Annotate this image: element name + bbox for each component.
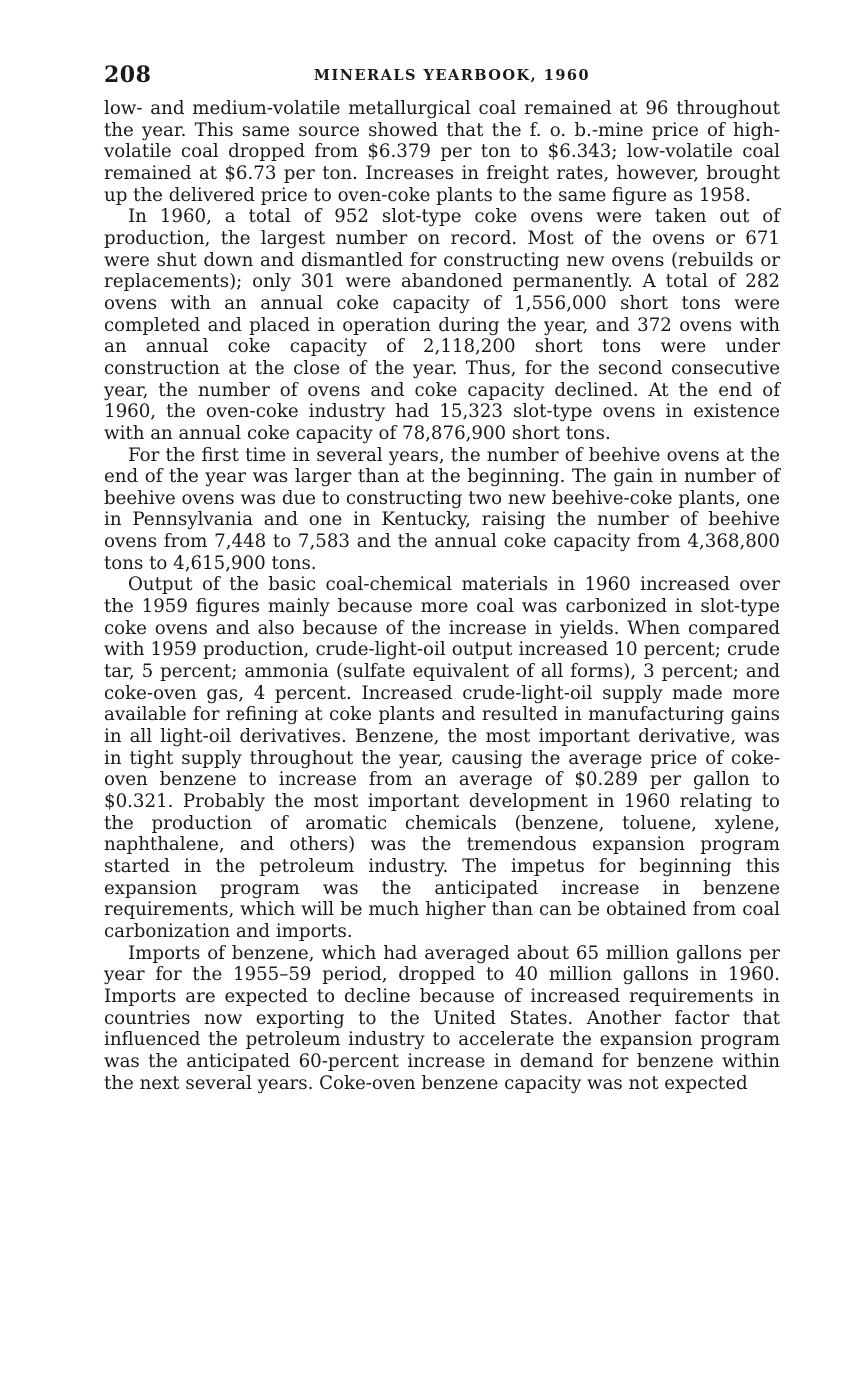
paragraph-slot-type-ovens: In 1960, a total of 952 slot-type coke ovens were taken out of production, the largest number on record. Most of the ovens or 671 were shut down and dismantled for constructing new ovens (rebuilds or replacements); only 301 were abandoned permanently. A total of 282 ovens with an annual coke capacity of 1,556,000 short tons were completed and placed in operation during the year, and 372 ovens with an annual coke capacity of 2,118,200 short tons were under construction at the close of the year. Thus, for the second consecutive year, the number of ovens and coke capacity declined. At the end of 1960, the oven-coke industry had 15,323 slot-type ovens in existence with an annual coke capacity of 78,876,900 short tons. bbox=[104, 206, 780, 444]
paragraph-continued: low- and medium-volatile metallurgical coal remained at 96 throughout the year. This same source showed that the f. o. b.-mine price of high-volatile coal dropped from $6.379 per ton to $6.343; low-volatile coal remained at $6.73 per ton. Increases in freight rates, however, brought up the delivered price to oven-coke plants to the same figure as 1958. bbox=[104, 98, 780, 206]
page-number: 208 bbox=[104, 62, 152, 88]
paragraph-beehive-ovens: For the first time in several years, the number of beehive ovens at the end of the year was larger than at the beginning. The gain in number of beehive ovens was due to constructing two new beehive-coke plants, one in Pennsylvania and one in Kentucky, raising the number of beehive ovens from 7,448 to 7,583 and the annual coke capacity from 4,368,800 tons to 4,615,900 tons. bbox=[104, 444, 780, 574]
document-page bbox=[104, 62, 780, 1094]
paragraph-benzene-imports: Imports of benzene, which had averaged about 65 million gallons per year for the 1955–59 period, dropped to 40 million gallons in 1960. Imports are expected to decline because of increased requirements in countries now exporting to the United States. Another factor that influenced the petroleum industry to accelerate the expansion program was the anticipated 60-percent increase in demand for benzene within the next several years. Coke-oven benzene capacity was not expected bbox=[104, 942, 780, 1094]
page-header bbox=[104, 62, 780, 88]
running-head: MINERALS YEARBOOK, 1960 bbox=[313, 67, 591, 84]
body-text bbox=[104, 98, 780, 1094]
paragraph-coal-chemicals: Output of the basic coal-chemical materials in 1960 increased over the 1959 figures mainly because more coal was carbonized in slot-type coke ovens and also because of the increase in yields. When compared with 1959 production, crude-light-oil output increased 10 percent; crude tar, 5 percent; ammonia (sulfate equivalent of all forms), 3 percent; and coke-oven gas, 4 percent. Increased crude-light-oil supply made more available for refining at coke plants and resulted in manufacturing gains in all light-oil derivatives. Benzene, the most important derivative, was in tight supply throughout the year, causing the average price of coke-oven benzene to increase from an average of $0.289 per gallon to $0.321. Probably the most important development in 1960 relating to the production of aromatic chemicals (benzene, toluene, xylene, naphthalene, and others) was the tremendous expansion program started in the petroleum industry. The impetus for beginning this expansion program was the anticipated increase in benzene requirements, which will be much higher than can be obtained from coal carbonization and imports. bbox=[104, 574, 780, 942]
